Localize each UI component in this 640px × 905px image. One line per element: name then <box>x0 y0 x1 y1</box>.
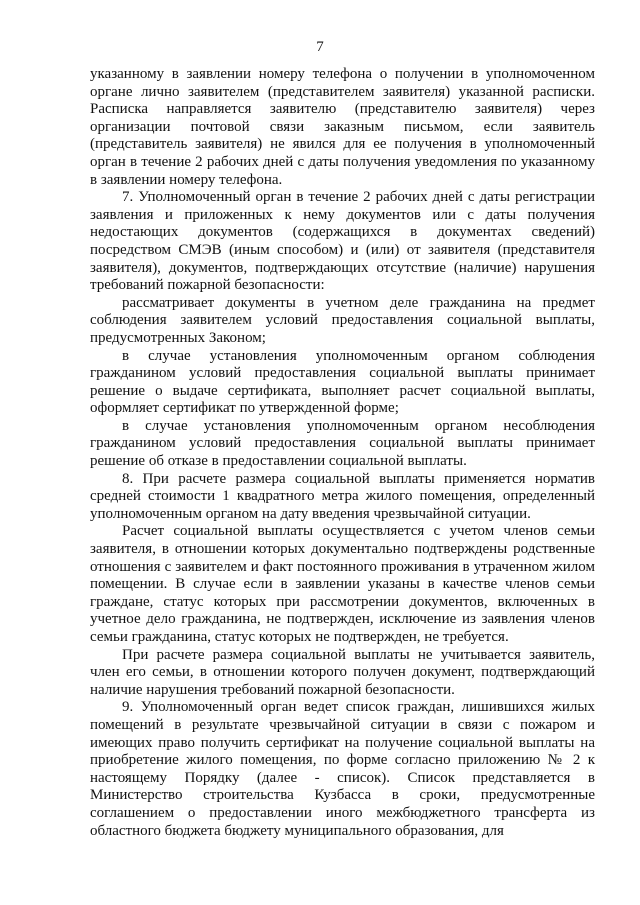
document-body <box>90 66 595 840</box>
paragraph-7-review: рассматривает документы в учетном деле гражданина на предмет соблюдения заявителем условий предоставления социальной выплаты, предусмотренных Законом; <box>90 294 595 346</box>
paragraph-7: 7. Уполномоченный орган в течение 2 рабочих дней с даты регистрации заявления и приложенных к нему документов или с даты получения недостающих документов (содержащихся в документах сведений) посредством СМЭВ (иным способом) и (или) от заявителя (представителя заявителя), документов, подтверждающих отсутствие (наличие) нарушения требований пожарной безопасности: <box>90 189 595 294</box>
paragraph-8-exclusion: При расчете размера социальной выплаты не учитывается заявитель, член его семьи, в отношении которого получен документ, подтверждающий наличие нарушения требований пожарной безопасности. <box>90 646 595 698</box>
page-number: 7 <box>316 39 324 55</box>
paragraph-7-compliance: в случае установления уполномоченным органом соблюдения гражданином условий предоставления социальной выплаты принимает решение о выдаче сертификата, выполняет расчет социальной выплаты, оформляет сертификат по утвержденной форме; <box>90 347 595 417</box>
paragraph-8: 8. При расчете размера социальной выплаты применяется норматив средней стоимости 1 квадратного метра жилого помещения, определенный уполномоченным органом на дату введения чрезвычайной ситуации. <box>90 470 595 522</box>
paragraph-8-family: Расчет социальной выплаты осуществляется с учетом членов семьи заявителя, в отношении которых документально подтверждены родственные отношения с заявителем и факт постоянного проживания в утраченном жилом помещении. В случае если в заявлении указаны в качестве членов семьи граждане, статус которых при рассмотрении документов, включенных в учетное дело гражданина, не подтвержден, исключение из заявления членов семьи гражданина, статус которых не подтвержден, не требуется. <box>90 523 595 645</box>
paragraph-9: 9. Уполномоченный орган ведет список граждан, лишившихся жилых помещений в результате чрезвычайной ситуации в связи с пожаром и имеющих право получить сертификат на получение социальной выплаты на приобретение жилого помещения, по форме согласно приложению № 2 к настоящему Порядку (далее - список). Список представляется в Министерство строительства Кузбасса в сроки, предусмотренные соглашением о предоставлении иного межбюджетного трансферта из областного бюджета бюджету муниципального образования, для <box>90 699 595 839</box>
paragraph-7-noncompliance: в случае установления уполномоченным органом несоблюдения гражданином условий предоставления социальной выплаты принимает решение об отказе в предоставлении социальной выплаты. <box>90 417 595 470</box>
paragraph-continuation: указанному в заявлении номеру телефона о получении в уполномоченном органе лично заявителем (представителем заявителя) указанной расписки. Расписка направляется заявителю (представителю заявителя) через организации почтовой связи заказным письмом, если заявитель (представитель заявителя) не явился для ее получения в уполномоченный орган в течение 2 рабочих дней с даты получения уведомления по указанному в заявлении номеру телефона. <box>90 66 595 188</box>
